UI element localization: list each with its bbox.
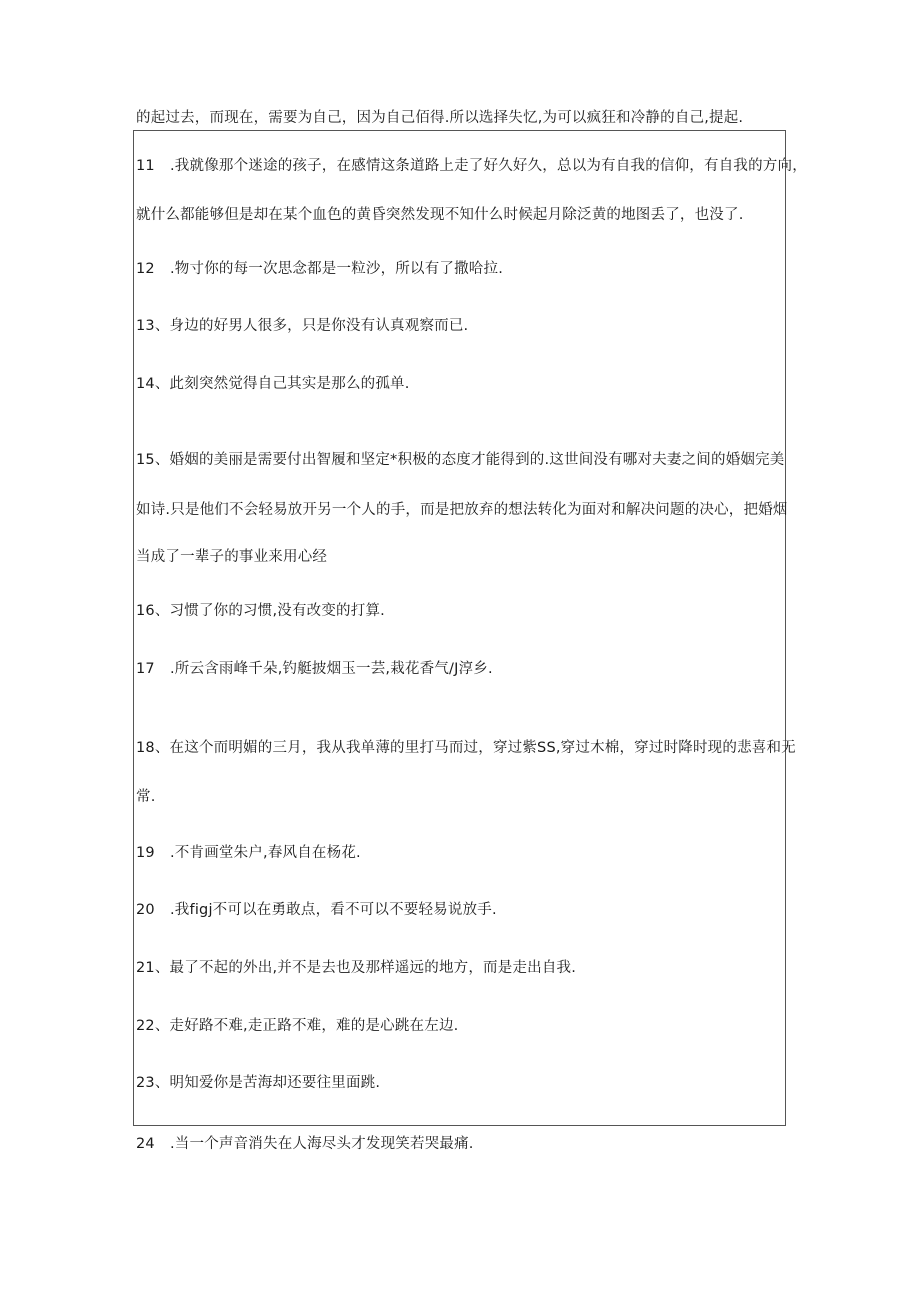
item-17 <box>136 659 493 679</box>
item-13: 13、身边的好男人很多，只是你没有认真观察而已. <box>136 318 469 334</box>
item-15-line-3: 当成了一辈子的事业来用心经 <box>136 549 328 565</box>
text-line-continuation: 的起过去，而现在，需要为自己，因为自己佰得.所以选择失忆,为可以疯狂和冷静的自己,提起. <box>136 110 744 126</box>
item-number: 12 <box>136 261 155 277</box>
item-18-line-1: 18、在这个而明媚的三月，我从我单薄的里打马而过，穿过紫SS,穿过木棉，穿过时降时现的悲喜和无 <box>136 740 796 756</box>
item-number: 11 <box>136 158 155 174</box>
item-12 <box>136 259 503 279</box>
item-11-line-2: 就什么都能够但是却在某个血色的黄昏突然发现不知什么时候起月除泛黄的地图丢了，也没了. <box>136 207 744 223</box>
item-text: .我就像那个迷途的孩子，在感情这条道路上走了好久好久，总以为有自我的信仰，有自我的方向， <box>170 158 807 174</box>
item-21: 21、最了不起的外出,并不是去也及那样遥远的地方，而是走出自我. <box>136 960 577 976</box>
item-18-line-2: 常. <box>136 789 156 805</box>
item-22: 22、走好路不难,走正路不难，难的是心跳在左边. <box>136 1018 459 1034</box>
item-23: 23、明知爱你是苦海却还要往里面跳. <box>136 1075 381 1091</box>
item-19 <box>136 843 361 863</box>
item-text: .我figj不可以在勇敢点，看不可以不要轻易说放手. <box>170 902 497 918</box>
item-11-line-1 <box>136 156 807 176</box>
item-20 <box>136 900 497 920</box>
item-24 <box>136 1134 474 1154</box>
item-text: .当一个声音消失在人海尽头才发现笑若哭最痛. <box>170 1136 474 1152</box>
item-number: 20 <box>136 902 155 918</box>
item-15-line-2: 如诗.只是他们不会轻易放开另一个人的手，而是把放弃的想法转化为面对和解决问题的决心，把婚烟 <box>136 502 788 518</box>
item-number: 24 <box>136 1136 155 1152</box>
item-number: 17 <box>136 661 155 677</box>
item-number: 19 <box>136 845 155 861</box>
item-16: 16、习惯了你的习惯,没有改变的打算. <box>136 603 385 619</box>
item-text: .物寸你的每一次思念都是一粒沙，所以有了撒哈拉. <box>170 261 504 277</box>
item-15-line-1: 15、婚姻的美丽是需要付出智履和坚定*积极的态度才能得到的.这世间没有哪对夫妻之间的婚姻完美 <box>136 452 785 468</box>
item-text: .所云含雨峰千朵,钓艇披烟玉一芸,栽花香气/J淳乡. <box>170 661 493 677</box>
item-text: .不肯画堂朱户,春风自在杨花. <box>170 845 361 861</box>
item-14: 14、此刻突然觉得自己其实是那么的孤单. <box>136 376 410 392</box>
